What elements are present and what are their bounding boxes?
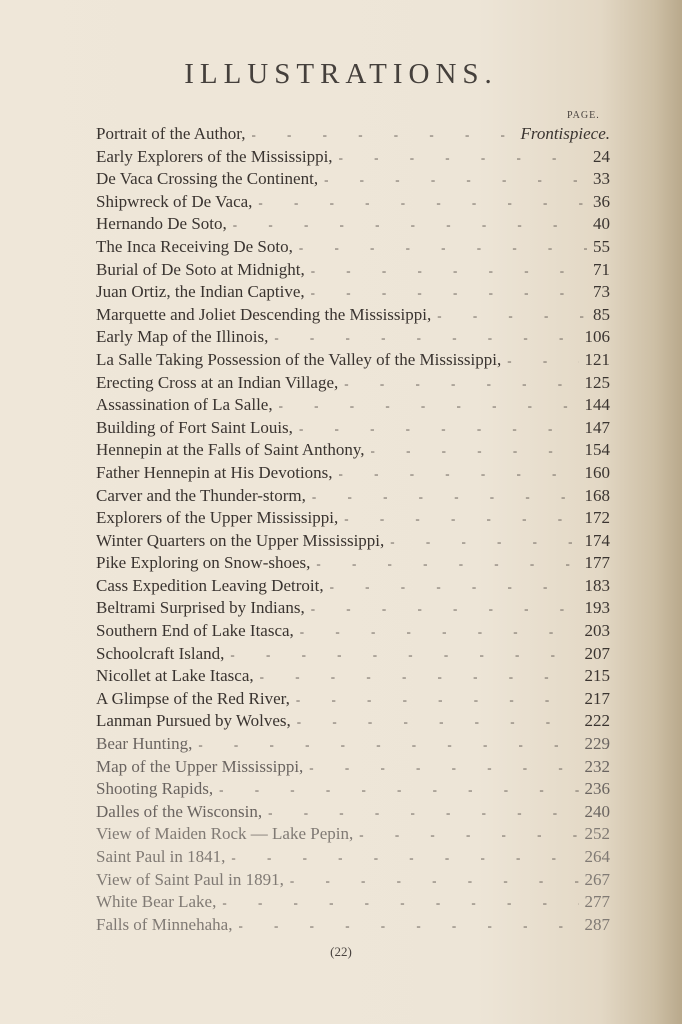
leader-dots [344,511,578,527]
illustration-title: Hennepin at the Falls of Saint Anthony, [96,440,365,460]
illustration-page-number: 55 [593,236,610,256]
illustration-title: Juan Ortiz, the Indian Captive, [96,282,305,302]
list-item [96,327,610,350]
illustration-page-number: 168 [584,485,610,505]
illustration-title: Shooting Rapids, [96,779,214,799]
list-item [96,463,610,486]
illustration-page-number: 174 [584,530,610,550]
illustration-title: Shipwreck of De Vaca, [96,191,253,211]
list-item [96,373,610,396]
list-item [96,576,610,599]
list-item [96,689,610,712]
list-item [96,192,610,215]
leader-dots [299,421,579,437]
illustration-page-number: 193 [584,598,610,618]
illustration-title: Southern End of Lake Itasca, [96,621,294,641]
illustration-title: Winter Quarters on the Upper Mississippi, [96,530,385,550]
leader-dots [324,172,587,188]
list-item [96,892,610,915]
leader-dots [309,760,578,776]
leader-dots [330,579,579,595]
illustration-page-number: 177 [584,553,610,573]
illustration-page-number: 267 [584,869,610,889]
leader-dots [339,466,579,482]
list-item [96,282,610,305]
list-item [96,915,610,938]
illustration-title: Cass Expedition Leaving Detroit, [96,575,324,595]
list-item [96,350,610,373]
leader-dots [279,398,579,414]
illustration-title: Saint Paul in 1841, [96,847,226,866]
illustration-page-number: 154 [584,440,610,460]
illustration-title: Bear Hunting, [96,734,193,754]
list-item [96,824,610,847]
leader-dots [437,308,587,324]
list-item [96,802,610,825]
illustration-title: De Vaca Crossing the Continent, [96,169,319,189]
list-item [96,214,610,237]
leader-dots [311,601,579,617]
list-item [96,553,610,576]
page-title: ILLUSTRATIONS. [184,58,498,90]
illustration-title: The Inca Receiving De Soto, [96,236,293,256]
illustration-title: View of Maiden Rock — Lake Pepin, [96,824,354,844]
illustrations-list [96,124,610,937]
list-item [96,508,610,531]
illustration-title: Pike Exploring on Snow-shoes, [96,553,311,573]
illustration-page-number: Frontispiece. [520,124,610,143]
leader-dots [268,805,578,821]
illustration-title: Falls of Minnehaha, [96,914,233,934]
illustration-page-number: 40 [593,214,610,234]
list-item [96,147,610,170]
illustration-page-number: 121 [584,349,610,369]
list-item [96,305,610,328]
illustration-title: La Salle Taking Possession of the Valley of the Mississippi, [96,349,502,369]
list-item [96,531,610,554]
illustration-page-number: 147 [584,417,610,437]
leader-dots [312,489,579,505]
illustration-page-number: 222 [584,711,610,731]
leader-dots [231,850,578,866]
illustration-title: Burial of De Soto at Midnight, [96,259,305,279]
leader-dots [251,127,514,143]
illustration-title: Early Map of the Illinois, [96,327,269,347]
illustration-title: A Glimpse of the Red River, [96,688,290,708]
illustration-title: Nicollet at Lake Itasca, [96,666,254,686]
illustration-title: Map of the Upper Mississippi, [96,756,304,776]
list-item [96,440,610,463]
illustration-title: Dalles of the Wisconsin, [96,801,263,821]
leader-dots [311,263,587,279]
list-item [96,870,610,893]
leader-dots [290,873,579,889]
illustration-title: Portrait of the Author, [96,124,246,143]
list-item [96,598,610,621]
leader-dots [371,443,579,459]
leader-dots [507,353,578,369]
illustration-title: Explorers of the Upper Mississippi, [96,508,339,528]
illustration-page-number: 125 [584,372,610,392]
list-item [96,124,610,147]
list-item [96,757,610,780]
list-item [96,418,610,441]
illustration-page-number: 264 [584,847,610,866]
illustration-title: Marquette and Joliet Descending the Mississippi, [96,304,432,324]
illustration-title: Building of Fort Saint Louis, [96,417,293,437]
leader-dots [390,534,578,550]
illustration-page-number: 36 [593,191,610,211]
illustration-page-number: 207 [584,643,610,663]
list-item [96,486,610,509]
list-item [96,644,610,667]
leader-dots [300,624,579,640]
illustration-title: Schoolcraft Island, [96,643,225,663]
illustration-page-number: 287 [584,914,610,934]
illustration-page-number: 203 [584,621,610,641]
leader-dots [299,240,587,256]
list-item [96,395,610,418]
list-item [96,779,610,802]
page-number: (22) [330,944,352,959]
illustration-page-number: 236 [584,779,610,799]
illustration-page-number: 71 [593,259,610,279]
leader-dots [233,217,587,233]
list-item [96,711,610,734]
leader-dots [198,737,578,753]
illustration-page-number: 217 [584,688,610,708]
illustration-title: Father Hennepin at His Devotions, [96,462,333,482]
illustration-page-number: 183 [584,575,610,595]
list-item [96,260,610,283]
illustration-page-number: 172 [584,508,610,528]
illustration-title: Early Explorers of the Mississippi, [96,146,333,166]
leader-dots [359,827,578,843]
page-column-header: PAGE. [567,110,600,121]
illustration-title: Assassination of La Salle, [96,395,273,415]
list-item [96,666,610,689]
leader-dots [274,330,578,346]
leader-dots [258,195,587,211]
illustration-page-number: 229 [584,734,610,754]
illustration-title: White Bear Lake, [96,892,217,912]
illustration-page-number: 106 [584,327,610,347]
illustration-page-number: 24 [593,146,610,166]
list-item [96,734,610,757]
illustration-title: View of Saint Paul in 1891, [96,869,284,889]
leader-dots [311,285,587,301]
list-item [96,621,610,644]
leader-dots [219,782,578,798]
list-item [96,847,610,870]
illustration-page-number: 160 [584,462,610,482]
leader-dots [344,376,578,392]
illustration-title: Beltrami Surprised by Indians, [96,598,305,618]
illustration-page-number: 215 [584,666,610,686]
illustration-page-number: 33 [593,169,610,189]
leader-dots [296,692,579,708]
leader-dots [339,150,587,166]
illustration-page-number: 232 [584,756,610,776]
leader-dots [316,556,578,572]
illustration-page-number: 144 [584,395,610,415]
illustration-page-number: 240 [584,801,610,821]
leader-dots [222,895,578,911]
illustration-page-number: 85 [593,304,610,324]
illustration-page-number: 73 [593,282,610,302]
leader-dots [297,714,579,730]
list-item [96,169,610,192]
leader-dots [260,669,579,685]
illustration-title: Hernando De Soto, [96,214,227,234]
illustration-title: Lanman Pursued by Wolves, [96,711,291,731]
leader-dots [230,647,578,663]
illustration-title: Erecting Cross at an Indian Village, [96,372,339,392]
illustration-page-number: 252 [584,824,610,844]
illustration-page-number: 277 [584,892,610,912]
illustration-title: Carver and the Thunder-storm, [96,485,306,505]
list-item [96,237,610,260]
leader-dots [238,918,578,934]
